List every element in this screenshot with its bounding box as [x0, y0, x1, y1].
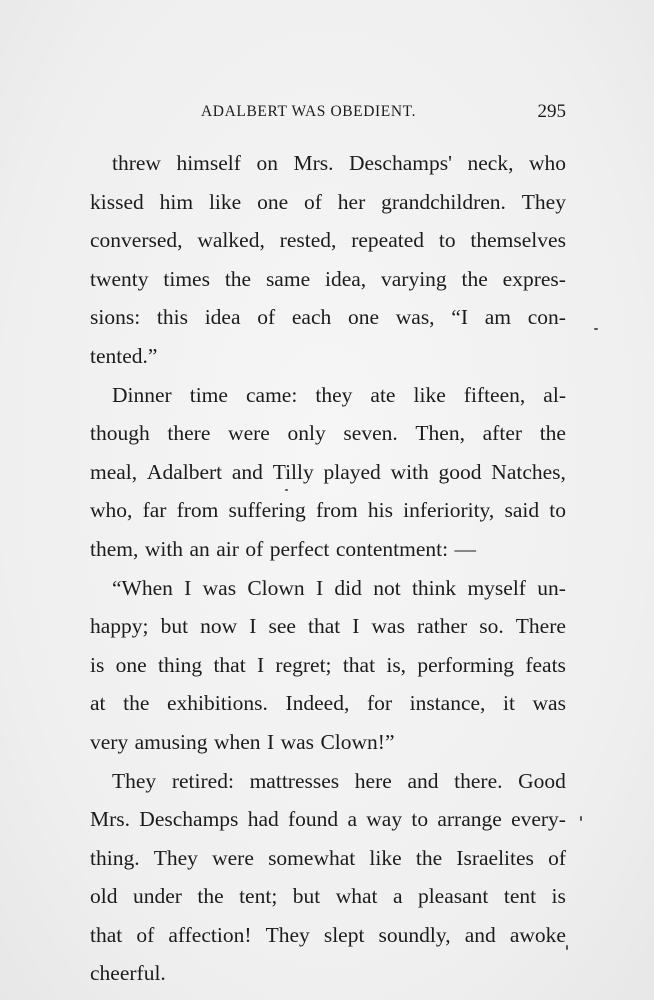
word: of	[548, 845, 566, 870]
word: like	[208, 189, 242, 214]
word: and	[464, 922, 496, 947]
word: soundly,	[378, 922, 451, 947]
word: from	[315, 498, 358, 523]
word: They	[265, 922, 310, 947]
word: tented.”	[90, 343, 158, 368]
text-line	[90, 646, 566, 685]
word: Adalbert	[146, 459, 223, 484]
word: a	[347, 807, 357, 832]
word: con-	[527, 305, 566, 330]
word: grandchildren.	[381, 189, 506, 214]
word: am	[484, 305, 511, 330]
text-line	[90, 144, 566, 183]
word: every-	[511, 807, 566, 832]
word: with	[144, 536, 184, 561]
word: the	[123, 691, 150, 716]
word: Mrs.	[293, 151, 334, 175]
word: the	[461, 266, 488, 291]
word: expres-	[502, 266, 566, 291]
word: Dinner	[112, 382, 172, 407]
word: was	[371, 614, 405, 639]
word: suffering	[228, 498, 306, 523]
word: awoke	[509, 922, 566, 947]
word: his	[367, 498, 393, 523]
text-line	[90, 221, 566, 260]
word: somewhat	[268, 845, 356, 870]
word: here	[354, 768, 392, 793]
word: seven.	[343, 421, 398, 446]
word: it	[503, 691, 515, 716]
word: I	[315, 575, 324, 600]
word: the	[224, 266, 252, 291]
text-line	[90, 916, 566, 955]
word: very	[90, 729, 129, 754]
word: was,	[395, 305, 435, 330]
word: regret;	[275, 652, 332, 677]
word: Mrs.	[90, 807, 131, 832]
word: rather	[417, 614, 468, 639]
word: one	[115, 652, 147, 677]
word: this	[156, 305, 188, 330]
word: neck,	[467, 151, 514, 175]
word: had	[247, 807, 279, 832]
text-line	[90, 530, 566, 569]
word: now	[200, 614, 238, 639]
word: and	[407, 768, 439, 793]
word: They	[521, 189, 566, 214]
word: see	[268, 614, 296, 639]
word: themselves	[470, 228, 566, 253]
word: under	[132, 884, 182, 909]
word: performing	[417, 652, 515, 677]
text-line	[90, 260, 566, 299]
word: that	[342, 652, 376, 677]
text-line	[90, 607, 566, 646]
word: was	[532, 691, 566, 716]
word: only	[287, 421, 326, 446]
word: when	[213, 729, 261, 754]
word: inferiority,	[403, 498, 495, 523]
word: himself	[176, 151, 241, 175]
text-line	[90, 800, 566, 839]
word: were	[228, 421, 270, 446]
word: that	[307, 614, 341, 639]
word: so.	[479, 614, 504, 639]
word: Indeed,	[285, 691, 350, 716]
word: time	[189, 382, 228, 407]
word: retired:	[171, 768, 234, 793]
word: with	[390, 459, 429, 484]
word: that	[213, 652, 246, 677]
word: but	[292, 884, 321, 909]
word: feats	[525, 652, 566, 677]
word: way	[366, 807, 403, 832]
word: exhibitions.	[166, 691, 268, 716]
word: did	[334, 575, 362, 600]
word: who	[528, 151, 566, 175]
word: for	[366, 691, 393, 716]
word: conversed,	[90, 228, 183, 253]
word: said	[504, 498, 540, 523]
word: affection!	[168, 922, 252, 947]
word: air	[216, 536, 239, 561]
word: threw	[112, 151, 161, 175]
word: of	[257, 305, 276, 330]
word: Clown	[247, 575, 305, 600]
word: Israelites	[456, 845, 534, 870]
word: contentment:	[335, 536, 449, 561]
word: I	[184, 575, 192, 600]
ink-speck	[594, 328, 598, 330]
word: amusing	[134, 729, 208, 754]
word: is	[551, 884, 566, 909]
word: kissed	[90, 189, 144, 214]
text-line	[90, 298, 566, 337]
word: mattresses	[249, 768, 340, 793]
word: perfect	[269, 536, 330, 561]
word: on	[256, 151, 278, 175]
word: repeated	[351, 228, 425, 253]
word: each	[291, 305, 332, 330]
word: “I	[451, 305, 468, 330]
word: ate	[370, 382, 396, 407]
word: like	[413, 382, 446, 407]
word: I	[266, 729, 275, 754]
word: —	[454, 536, 476, 561]
word: al-	[543, 382, 566, 407]
word: happy;	[90, 614, 149, 639]
word: slept	[323, 922, 365, 947]
word: un-	[537, 575, 566, 600]
word: to	[549, 498, 566, 523]
word: Deschamps'	[348, 151, 452, 175]
word: idea,	[324, 266, 367, 291]
page-number: 295	[537, 101, 566, 122]
word: her	[337, 189, 366, 214]
text-line	[90, 453, 566, 492]
word: I	[352, 614, 360, 639]
word: and	[231, 459, 263, 484]
word: Natches,	[491, 459, 566, 484]
word: the	[539, 421, 566, 446]
ink-speck	[580, 816, 582, 821]
word: old	[90, 884, 118, 909]
word: is,	[386, 652, 407, 677]
word: Good	[518, 768, 566, 793]
text-line	[90, 877, 566, 916]
word: thing	[157, 652, 203, 677]
text-line	[90, 337, 566, 376]
text-line	[90, 491, 566, 530]
word: Then,	[415, 421, 465, 446]
word: I	[256, 652, 265, 677]
word: were	[212, 845, 254, 870]
word: tent	[503, 884, 537, 909]
word: of	[245, 536, 264, 561]
word: to	[438, 228, 456, 253]
word: played	[323, 459, 381, 484]
word: They	[112, 768, 157, 793]
word: sions:	[90, 305, 141, 330]
text-line	[90, 839, 566, 878]
word: times	[163, 266, 210, 291]
word: but	[160, 614, 189, 639]
word: tent;	[239, 884, 278, 909]
word: idea	[204, 305, 241, 330]
word: there	[167, 421, 211, 446]
running-head	[90, 101, 566, 127]
word: is	[90, 652, 105, 677]
word: rested,	[279, 228, 337, 253]
word: of	[136, 922, 155, 947]
word: pleasant	[417, 884, 489, 909]
word: there.	[454, 768, 503, 793]
word: like	[369, 845, 402, 870]
word: Tilly	[272, 459, 314, 484]
word: the	[197, 884, 224, 909]
word: after	[482, 421, 523, 446]
word: of	[304, 189, 322, 214]
word: a	[392, 884, 403, 909]
word: came:	[245, 382, 298, 407]
ink-speck	[285, 489, 288, 491]
word: was	[280, 729, 314, 754]
word: myself	[467, 575, 526, 600]
word: not	[373, 575, 401, 600]
text-line	[90, 954, 566, 993]
text-line	[90, 723, 566, 762]
word: varying	[381, 266, 447, 291]
word: think	[411, 575, 457, 600]
body-text	[90, 144, 566, 993]
word: at	[90, 691, 106, 716]
word: the	[415, 845, 443, 870]
word: same	[265, 266, 311, 291]
word: twenty	[90, 266, 149, 291]
word: found	[288, 807, 339, 832]
word: an	[189, 536, 210, 561]
text-line	[90, 569, 566, 608]
word: walked,	[197, 228, 265, 253]
text-line	[90, 414, 566, 453]
word: that	[90, 922, 123, 947]
word: There	[515, 614, 566, 639]
text-line	[90, 762, 566, 801]
ink-speck	[566, 945, 568, 950]
word: They	[153, 845, 198, 870]
word: though	[90, 421, 150, 446]
word: instance,	[409, 691, 486, 716]
text-line	[90, 183, 566, 222]
word: “When	[112, 575, 173, 600]
word: arrange	[437, 807, 502, 832]
word: thing.	[90, 845, 140, 870]
running-title: ADALBERT WAS OBEDIENT.	[201, 103, 417, 120]
word: was	[202, 575, 237, 600]
word: cheerful.	[90, 961, 166, 986]
word: one	[347, 305, 380, 330]
word: Clown!”	[320, 729, 395, 754]
text-line	[90, 376, 566, 415]
word: one	[257, 189, 289, 214]
word: what	[335, 884, 378, 909]
word: from	[176, 498, 219, 523]
word: who,	[90, 498, 133, 523]
word: them,	[90, 536, 139, 561]
word: him	[159, 189, 194, 214]
word: I	[249, 614, 257, 639]
word: meal,	[90, 459, 138, 484]
word: they	[315, 382, 353, 407]
word: Deschamps	[139, 807, 239, 832]
word: fifteen,	[463, 382, 526, 407]
word: to	[411, 807, 429, 832]
word: good	[438, 459, 482, 484]
text-line	[90, 684, 566, 723]
word: far	[142, 498, 167, 523]
